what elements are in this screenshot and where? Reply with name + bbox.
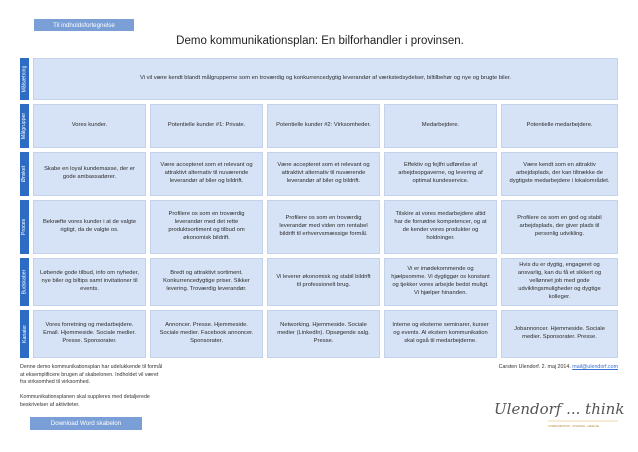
row-oensket bbox=[20, 152, 618, 196]
row-proces bbox=[20, 200, 618, 254]
table-cell: Effektiv og fejlfri udførelse af arbejdsopgaverne, og levering af optimal kundeservice. bbox=[384, 152, 497, 196]
row-maalgrupper bbox=[20, 104, 618, 148]
row-label: Budskaber bbox=[20, 258, 29, 306]
table-cell: Vi leverer økonomisk og stabil bildrift til professionelt brug. bbox=[267, 258, 380, 306]
ulendorf-logo bbox=[490, 392, 625, 430]
logo-script: Ulendorf ... think bbox=[494, 400, 625, 418]
footnote-paragraph: Kommunikationsplanen skal suppleres med detaljerede beskrivelser af aktiviteter. bbox=[20, 394, 150, 408]
row-kanaler bbox=[20, 310, 618, 358]
table-cell: Vi er imødekommende og hjælpsomme. Vi dygtiggør os konstant og tjekker vores arbejde bedst muligt. Vi hjælper hinanden. bbox=[384, 258, 497, 306]
download-template-button[interactable]: Download Word skabelon bbox=[30, 417, 142, 430]
table-cell: Potentielle medarbejdere. bbox=[501, 104, 618, 148]
table-cell: Bredt og attraktivt sortiment. Konkurrencedygtige priser. Sikker levering. Troværdig leverandør. bbox=[150, 258, 263, 306]
author-line bbox=[499, 364, 618, 370]
row-budskaber bbox=[20, 258, 618, 306]
table-cell: Være accepteret som et relevant og attraktivt alternativ til nuværende leverandør af biler og bildrift. bbox=[267, 152, 380, 196]
author-text: Carsten Ulendorf. 2. maj 2014. bbox=[498, 364, 571, 370]
row-label: Målgrupper bbox=[20, 104, 29, 148]
row-maalsaetning bbox=[20, 58, 618, 100]
row-label: Kanaler bbox=[20, 310, 29, 358]
table-cell: Vores kunder. bbox=[33, 104, 146, 148]
table-cell: Interne og eksterne seminarer, kurser og events. Al ekstern kommunikation skal også til medarbejderne. bbox=[384, 310, 497, 358]
logo-tagline: KOMMUNIKATION - STRATEGI - LEDELSE bbox=[548, 425, 600, 428]
page-title: Demo kommunikationsplan: En bilforhandler i provinsen. bbox=[176, 35, 464, 47]
logo-graphic bbox=[490, 392, 625, 430]
table-cell: Jobannoncer. Hjemmeside. Sociale medier. Sponsorater. Presse. bbox=[501, 310, 618, 358]
table-cell: Profilere os som en troværdig leverandør med viden om rentabel bildrift til erhvervsmæssige formål. bbox=[267, 200, 380, 254]
table-cell: Være kendt som en attraktiv arbejdsplads, der kan tiltrække de dygtigste medarbejdere i lokalområdet. bbox=[501, 152, 618, 196]
table-cell: Annoncer. Presse. Hjemmeside. Sociale medier. Facebook annoncer. Sponsorater. bbox=[150, 310, 263, 358]
row-label: Ønsket bbox=[20, 152, 29, 196]
table-cell: Potentielle kunder #1: Private. bbox=[150, 104, 263, 148]
table-cell: Networking. Hjemmeside. Sociale medier (LinkedIn). Opsøgende salg. Presse. bbox=[267, 310, 380, 358]
table-cell: Potentielle kunder #2: Virksomheder. bbox=[267, 104, 380, 148]
table-cell: Bekræfte vores kunder i at de valgte rigtigt, da de valgte os. bbox=[33, 200, 146, 254]
table-cell: Vi vil være kendt blandt målgrupperne som en troværdig og konkurrencedygtig leverandør af værkstedsydelser, biltilbehør og nye og brugte biler. bbox=[33, 58, 618, 100]
author-email-link[interactable]: mail@ulendorf.com bbox=[572, 364, 618, 370]
table-cell: Være accepteret som et relevant og attraktivt alternativ til nuværende leverandør af biler og bildrift. bbox=[150, 152, 263, 196]
table-cell: Medarbejdere. bbox=[384, 104, 497, 148]
table-cell: Profilere os som en god og stabil arbejdsplads, der giver plads til personlig udvikling. bbox=[501, 200, 618, 254]
table-cell: Profilere os som en troværdig leverandør med det rette produktsortiment og tilbud om økonomisk bildrift. bbox=[150, 200, 263, 254]
table-cell: Skabe en loyal kundemasse, der er gode ambassadører. bbox=[33, 152, 146, 196]
table-cell: Hvis du er dygtig, engageret og ansvarlig, kan du få et sikkert og vellønnet job med gode udviklingsmuligheder og dygtige kolleger. bbox=[501, 258, 618, 306]
table-cell: Vores forretning og medarbejdere. Email. Hjemmeside. Sociale medier. Presse. Sponsorater. bbox=[33, 310, 146, 358]
footnote bbox=[20, 364, 165, 409]
table-cell: Løbende gode tilbud, info om nyheder, nye biler og biltips samt invitationer til events. bbox=[33, 258, 146, 306]
row-label: Proces bbox=[20, 200, 29, 254]
toc-button[interactable]: Til indholdsfortegnelse bbox=[34, 19, 134, 31]
table-cell: Tilskire at vores medarbejdere altid har de fornødne kompetencer, og at de kender vores produkter og holdninger. bbox=[384, 200, 497, 254]
footnote-paragraph: Denne demo kommunikationsplan har udelukkende til formål at eksemplificere brugen af skabelonen. Indholdet vil været fra virksomhed til virksomhed. bbox=[20, 364, 163, 386]
row-label: Målsætning bbox=[20, 58, 29, 100]
